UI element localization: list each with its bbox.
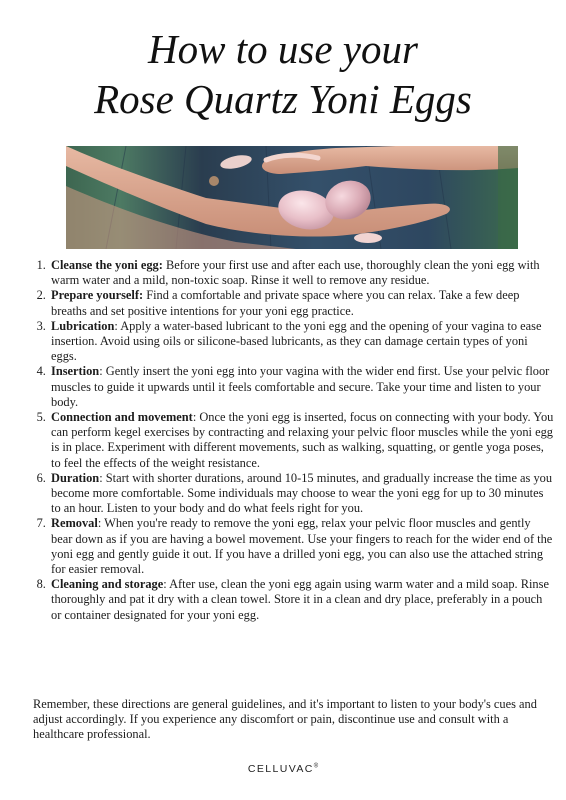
hands-holding-rose-quartz-eggs-photo [66, 146, 518, 249]
registered-mark: ® [313, 763, 319, 770]
step-heading: Connection and movement [51, 410, 193, 425]
step-item-7 [49, 516, 554, 577]
step-text: : Start with shorter durations, around 10-15 minutes, and gradually increase the time as you become more comfortable. Some individuals may choose to wear the yoni egg for up to 30 minutes to an hour. Listen to your body and do what feels right for you. [51, 470, 553, 516]
step-item-4 [49, 364, 554, 410]
step-heading: Duration [51, 470, 100, 485]
step-heading: Prepare yourself: [51, 288, 144, 303]
closing-paragraph: Remember, these directions are general guidelines, and it's important to listen to your body's cues and adjust accordingly. If you experience any discomfort or pain, discontinue use and consult with a healthcare professional. [33, 697, 537, 742]
step-text: : When you're ready to remove the yoni egg, relax your pelvic floor muscles and gently bear down as if you are having a bowel movement. Use your fingers to reach for the wider end of the yoni egg and gently guide it out. If you have a drilled yoni egg, you can also use the attached string for easier removal. [51, 516, 553, 577]
step-heading: Lubrication [51, 318, 115, 333]
step-heading: Cleaning and storage [51, 577, 164, 592]
step-heading: Removal [51, 516, 98, 531]
step-text: : Apply a water-based lubricant to the yoni egg and the opening of your vagina to ease insertion. Avoid using oils or silicone-based lubricants, as they can damage certain types of yoni eggs. [51, 318, 542, 364]
step-item-6 [49, 471, 554, 517]
instruction-steps-list [33, 258, 554, 623]
step-item-3 [49, 319, 554, 365]
step-text: Find a comfortable and private space where you can relax. Take a few deep breaths and set positive intentions for your yoni egg practice. [51, 288, 520, 318]
step-text: : Once the yoni egg is inserted, focus on connecting with your body. You can perform kegel exercises by contracting and relaxing your pelvic floor muscles while the yoni egg is in place. Experiment with different movements, such as walking, squatting, or gentle yoga poses, to feel the effects of the weight resistance. [51, 410, 554, 470]
step-item-2 [49, 288, 554, 318]
step-heading: Cleanse the yoni egg: [51, 258, 163, 272]
step-text: Before your first use and after each use, thoroughly clean the yoni egg with warm water and a mild, non-toxic soap. Rinse it well to remove any residue. [51, 258, 540, 288]
step-text: : After use, clean the yoni egg again using warm water and a mild soap. Rinse thoroughly and pat it dry with a clean towel. Store it in a clean and dry place, preferably in a pouch or container designated for your yoni egg. [51, 577, 549, 622]
step-item-5 [49, 410, 554, 471]
step-text: : Gently insert the yoni egg into your vagina with the wider end first. Use your pelvic floor muscles to guide it upwards until it feels comfortable and secure. Take your time and listen to your body. [51, 364, 550, 409]
page-title [0, 24, 566, 124]
brand-logo [0, 763, 566, 775]
step-item-1 [49, 258, 554, 288]
step-item-8 [49, 577, 554, 623]
brand-name: CELLUVAC [247, 763, 314, 775]
page-title-line-1: How to use your [148, 26, 418, 72]
step-heading: Insertion [51, 364, 100, 379]
page-title-line-2: Rose Quartz Yoni Eggs [94, 76, 472, 122]
